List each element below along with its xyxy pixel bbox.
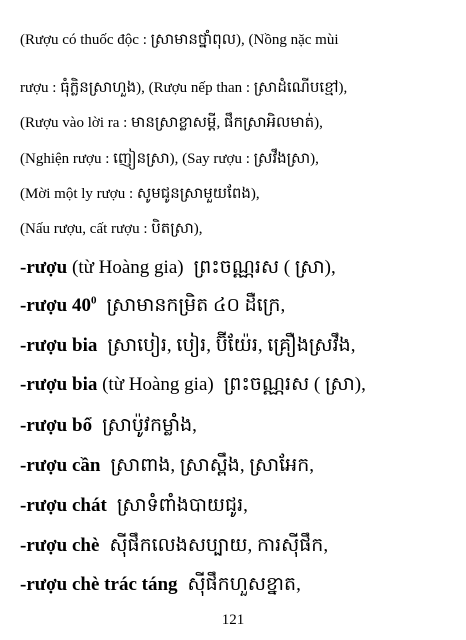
entry-headword: -rượu chè trác táng [20,574,178,595]
entry-headword: -rượu chát [20,495,107,516]
entry-headword: -rượu [20,257,68,278]
entry-superscript: 0 [91,294,97,307]
entry-note: (từ Hoàng gia) [97,374,214,395]
entry-translation: ស្រាបៀរ, បៀរ, ប៊ីយ៉ែរ, គ្រឿងស្រវឹង, [107,335,356,356]
text-line: rượu : ធុំក្លិនស្រាហួង), (Rượu nếp than : ស្រាដំណើបខ្មៅ), [20,80,348,96]
entry-headword: -rượu bia [20,374,98,395]
entry-translation: ស្រាទំពាំងបាយជូរ, [116,495,248,516]
entry-headword: -rượu cần [20,455,101,476]
entry-row [20,533,328,561]
entry-row [20,572,301,600]
entry-row [20,493,248,521]
entry-row [20,372,366,400]
entry-headword: -rượu bia [20,335,98,356]
entry-row [20,293,285,321]
entry-translation: ស្រាពាង, ស្រាស្ពឹង, ស្រាអែក, [110,455,315,476]
entry-headword: -rượu bổ [20,415,93,436]
entry-row [20,255,336,283]
entry-translation: ព្រះចណ្ណរស ( ស្រា), [223,374,366,395]
entry-note: (từ Hoàng gia) [67,257,184,278]
text-line: (Nấu rượu, cất rượu : បិតស្រា), [20,221,203,237]
entry-translation: ស៊ីផឹកហួសខ្នាត, [187,574,301,595]
entry-translation: ស៊ីផឹកលេងសប្បាយ, ការស៊ីផឹក, [109,535,329,556]
page-number: 121 [221,612,245,628]
entry-translation: ព្រះចណ្ណរស ( ស្រា), [193,257,336,278]
text-line: (Mời một ly rượu : សូមជូនស្រាមួយពែង), [20,186,260,202]
entry-translation: ស្រាប៉ូវកម្លាំង, [102,415,197,436]
entry-row [20,453,314,481]
entry-row [20,333,355,361]
entry-headword: -rượu chè [20,535,100,556]
entry-translation: ស្រាមានកម្រិត ៤០ ដឺក្រេ, [106,295,286,316]
text-line: (Nghiện rượu : ញៀនស្រា), (Say rượu : ស្រវឹងស្រា), [20,151,319,167]
entry-headword: -rượu 40 [20,295,91,316]
text-line: (Rượu có thuốc độc : ស្រាមានថ្នាំពុល), (Nồng nặc mùi [20,32,339,48]
entry-row [20,413,197,441]
text-line: (Rượu vào lời ra : មានស្រាខ្លាសម្តី, ផឹកស្រាអិលមាត់), [20,115,323,131]
